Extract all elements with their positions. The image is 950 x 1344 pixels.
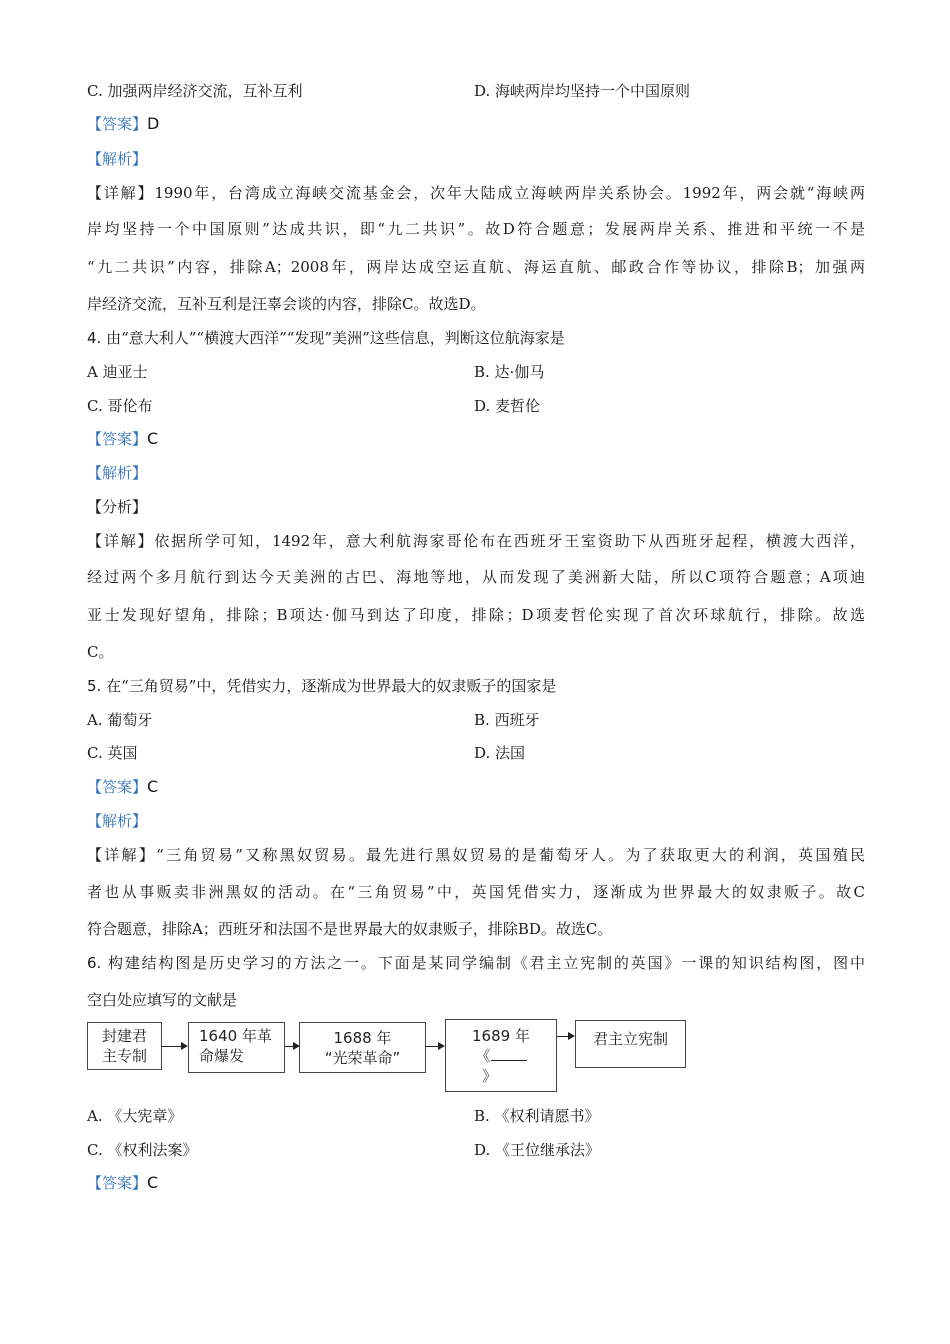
answer-tag: 【答案】	[87, 430, 148, 448]
q3-answer	[87, 114, 159, 134]
q3-detail-line: 【详解】1990年，台湾成立海峡交流基金会，次年大陆成立海峡两岸关系协会。1992年，两会就“海峡两	[87, 184, 865, 202]
diagram-arrow	[285, 1046, 298, 1047]
q4-detail-line: C。	[87, 643, 114, 661]
diagram-box-glorious-revolution: 1688 年 “光荣革命”	[299, 1022, 426, 1073]
q5-detail-line: 【详解】“三角贸易”又称黑奴贸易。最先进行黑奴贸易的是葡萄牙人。为了获取更大的利润，英国殖民	[87, 846, 865, 864]
answer-tag: 【答案】	[87, 115, 148, 133]
diagram-arrow	[557, 1036, 573, 1037]
q5-option-c: C. 英国	[87, 744, 138, 762]
answer-value: D	[147, 114, 160, 133]
diagram-arrow	[162, 1046, 186, 1047]
q4-answer	[87, 429, 158, 449]
q4-analysis-tag: 【解析】	[87, 464, 148, 482]
q3-option-d: D. 海峡两岸均坚持一个中国原则	[474, 82, 691, 100]
q4-fenxi-tag: 【分析】	[87, 498, 148, 516]
q4-detail-line: 亚士发现好望角，排除；B项达·伽马到达了印度，排除；D项麦哲伦实现了首次环球航行，排除。故选	[87, 606, 865, 624]
q3-detail-line: “九二共识”内容，排除A；2008年，两岸达成空运直航、海运直航、邮政合作等协议，排除B；加强两	[87, 258, 865, 276]
q3-analysis-tag: 【解析】	[87, 150, 148, 168]
q4-detail-line: 经过两个多月航行到达今天美洲的古巴、海地等地，从而发现了美洲新大陆，所以C项符合题意；A项迪	[87, 568, 865, 586]
question-number: 4.	[87, 329, 102, 347]
q5-analysis-tag: 【解析】	[87, 812, 148, 830]
answer-value: C	[147, 777, 159, 796]
q6-stem-line: 空白处应填写的文献是	[87, 991, 238, 1009]
q5-stem: 5. 在“三角贸易”中，凭借实力，逐渐成为世界最大的奴隶贩子的国家是	[87, 677, 557, 695]
q6-option-a: A. 《大宪章》	[87, 1107, 183, 1125]
q6-stem: 6. 构建结构图是历史学习的方法之一。下面是某同学编制《君主立宪制的英国》一课的知识结构图，图中	[87, 954, 865, 972]
diagram-blank: 《	[446, 1046, 556, 1066]
q4-option-d: D. 麦哲伦	[474, 397, 541, 415]
q6-answer	[87, 1173, 158, 1193]
answer-value: C	[147, 429, 159, 448]
q5-detail-line: 符合题意，排除A；西班牙和法国不是世界最大的奴隶贩子，排除BD。故选C。	[87, 920, 613, 938]
detail-tag: 【详解】	[87, 184, 155, 202]
q6-option-d: D. 《王位继承法》	[474, 1141, 601, 1159]
question-number: 5.	[87, 677, 102, 695]
answer-value: C	[147, 1173, 159, 1192]
q4-option-b: B. 达·伽马	[474, 363, 545, 381]
q3-detail-line: 岸经济交流，互补互利是汪辜会谈的内容，排除C。故选D。	[87, 295, 486, 313]
question-number: 6.	[87, 954, 102, 972]
q5-detail-line: 者也从事贩卖非洲黑奴的活动。在“三角贸易”中，英国凭借实力，逐渐成为世界最大的奴隶贩子。故C	[87, 883, 865, 901]
q3-detail-line: 岸均坚持一个中国原则”达成共识，即“九二共识”。故D符合题意；发展两岸关系、推进和平统一不是	[87, 220, 865, 238]
q4-detail-line: 【详解】依据所学可知，1492年，意大利航海家哥伦布在西班牙王室资助下从西班牙起程，横渡大西洋，	[87, 532, 865, 550]
diagram-box-constitutional-monarchy: 君主立宪制	[575, 1020, 686, 1068]
detail-tag: 【详解】	[87, 532, 155, 550]
diagram-arrow	[426, 1046, 443, 1047]
answer-tag: 【答案】	[87, 778, 148, 796]
diagram-box-feudal-autocracy: 封建君 主专制	[87, 1022, 162, 1070]
q5-option-b: B. 西班牙	[474, 711, 540, 729]
q5-option-a: A. 葡萄牙	[87, 711, 153, 729]
q4-stem: 4. 由“意大利人”“横渡大西洋”“发现”美洲”这些信息，判断这位航海家是	[87, 329, 565, 347]
q6-option-b: B. 《权利请愿书》	[474, 1107, 600, 1125]
q3-option-c: C. 加强两岸经济交流，互补互利	[87, 82, 303, 100]
diagram-box-1640-revolution: 1640 年革 命爆发	[188, 1022, 285, 1073]
q5-option-d: D. 法国	[474, 744, 526, 762]
detail-tag: 【详解】	[87, 846, 157, 864]
q4-option-c: C. 哥伦布	[87, 397, 153, 415]
answer-tag: 【答案】	[87, 1174, 148, 1192]
q6-option-c: C. 《权利法案》	[87, 1141, 198, 1159]
q5-answer	[87, 777, 158, 797]
fill-in-blank	[491, 1046, 527, 1061]
diagram-box-1689-document: 1689 年 《 》	[445, 1019, 557, 1092]
q4-option-a: A 迪亚士	[87, 363, 148, 381]
